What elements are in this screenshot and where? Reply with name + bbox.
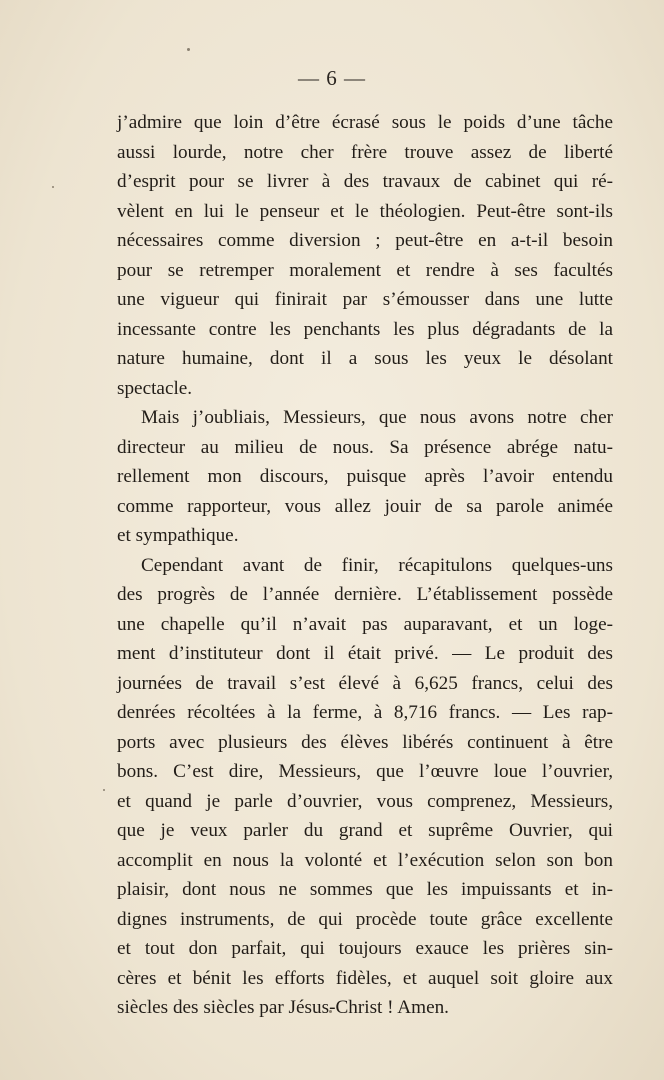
body-text [117, 108, 613, 1023]
text-line: ment d’instituteur dont il était privé. — Le produit des [117, 643, 613, 664]
text-line: siècles des siècles par Jésus-Christ ! Amen. [117, 997, 449, 1018]
text-line: et sympathique. [117, 525, 239, 546]
text-line: vèlent en lui le penseur et le théologien. Peut-être sont-ils [117, 200, 613, 222]
text-line: spectacle. [117, 377, 193, 399]
text-line: ports avec plusieurs des élèves libérés continuent à être [117, 731, 613, 753]
text-line: directeur au milieu de nous. Sa présence abrége natu- [117, 436, 613, 458]
text-line: denrées récoltées à la ferme, à 8,716 francs. — Les rap- [117, 702, 613, 723]
text-line: pour se retremper moralement et rendre à ses facultés [117, 259, 613, 281]
text-line: j’admire que loin d’être écrasé sous le poids d’une tâche [117, 112, 613, 133]
text-line: journées de travail s’est élevé à 6,625 francs, celui des [117, 672, 613, 694]
text-line: d’esprit pour se livrer à des travaux de cabinet qui ré- [117, 171, 613, 192]
text-line: Cependant avant de finir, récapitulons quelques-uns [141, 554, 613, 576]
text-line: et quand je parle d’ouvrier, vous comprenez, Messieurs, [117, 790, 613, 812]
text-line: une vigueur qui finirait par s’émousser dans une lutte [117, 289, 613, 310]
text-line: et tout don parfait, qui toujours exauce les prières sin- [117, 938, 613, 959]
paper-speck [52, 186, 54, 188]
text-line: cères et bénit les efforts fidèles, et auquel soit gloire aux [117, 967, 613, 989]
text-line: rellement mon discours, puisque après l’avoir entendu [117, 466, 613, 487]
text-line: nécessaires comme diversion ; peut-être en a-t-il besoin [117, 230, 613, 251]
text-line: que je veux parler du grand et suprême Ouvrier, qui [117, 820, 613, 841]
text-line: bons. C’est dire, Messieurs, que l’œuvre loue l’ouvrier, [117, 761, 613, 782]
page-number: — 6 — [298, 66, 366, 90]
text-line: aussi lourde, notre cher frère trouve assez de liberté [117, 141, 613, 163]
text-line: nature humaine, dont il a sous les yeux le désolant [117, 348, 613, 369]
text-line: comme rapporteur, vous allez jouir de sa parole animée [117, 495, 613, 517]
text-line: une chapelle qu’il n’avait pas auparavant, et un loge- [117, 613, 613, 635]
text-line: Mais j’oubliais, Messieurs, que nous avons notre cher [141, 407, 613, 428]
paper-speck [103, 789, 105, 791]
text-line: des progrès de l’année dernière. L’établissement possède [117, 584, 613, 605]
paper-speck [187, 48, 190, 51]
text-line: plaisir, dont nous ne sommes que les impuissants et in- [117, 879, 613, 900]
text-line: dignes instruments, de qui procède toute grâce excellente [117, 908, 613, 930]
text-line: incessante contre les penchants les plus dégradants de la [117, 318, 613, 340]
text-line: accomplit en nous la volonté et l’exécution selon son bon [117, 849, 613, 871]
